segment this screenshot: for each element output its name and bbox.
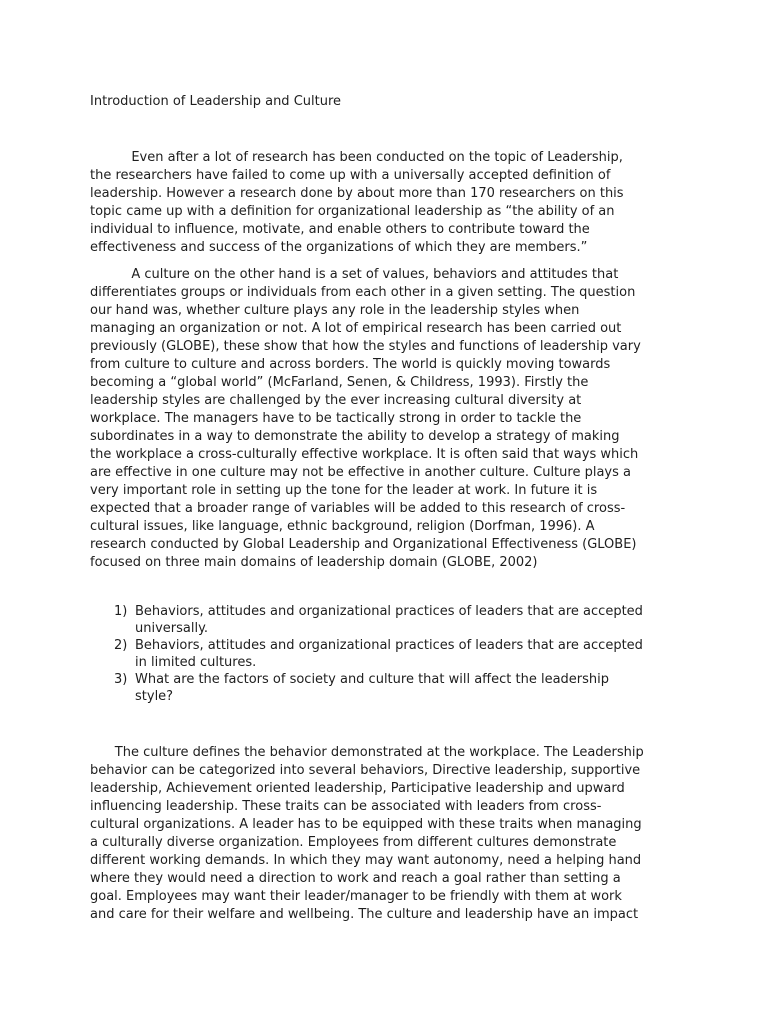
paragraph-line: leadership styles are challenged by the ever increasing cultural diversity at xyxy=(90,393,582,408)
list-item-line: Behaviors, attitudes and organizational practices of leaders that are accepted xyxy=(135,638,643,653)
paragraph-line: previously (GLOBE), these show that how the styles and functions of leadership vary xyxy=(90,339,641,354)
paragraph-line: leadership, Achievement oriented leadership, Participative leadership and upward xyxy=(90,781,625,796)
paragraph-line: and care for their welfare and wellbeing. The culture and leadership have an impact xyxy=(90,907,639,922)
paragraph-line: Even after a lot of research has been conducted on the topic of Leadership, xyxy=(90,150,623,165)
paragraph-line: topic came up with a definition for organizational leadership as “the ability of an xyxy=(90,204,615,219)
paragraph-line: are effective in one culture may not be effective in another culture. Culture plays a xyxy=(90,465,631,480)
list-item-text xyxy=(135,603,690,637)
paragraph-culture xyxy=(90,266,680,572)
paragraph-line: effectiveness and success of the organizations of which they are members.” xyxy=(90,240,588,255)
paragraph-line: leadership. However a research done by about more than 170 researchers on this xyxy=(90,186,624,201)
list-item-text xyxy=(135,671,690,705)
paragraph-line: becoming a “global world” (McFarland, Senen, & Childress, 1993). Firstly the xyxy=(90,375,589,390)
paragraph-line: where they would need a direction to work and reach a goal rather than setting a xyxy=(90,871,621,886)
paragraph-line: workplace. The managers have to be tactically strong in order to tackle the xyxy=(90,411,582,426)
list-item-line: in limited cultures. xyxy=(135,655,257,670)
list-item xyxy=(90,603,690,637)
paragraph-line: influencing leadership. These traits can be associated with leaders from cross- xyxy=(90,799,602,814)
paragraph-line: from culture to culture and across borders. The world is quickly moving towards xyxy=(90,357,611,372)
paragraph-line: the researchers have failed to come up with a universally accepted definition of xyxy=(90,168,611,183)
list-item xyxy=(90,671,690,705)
paragraph-line: expected that a broader range of variables will be added to this research of cross- xyxy=(90,501,626,516)
paragraph-line: A culture on the other hand is a set of values, behaviors and attitudes that xyxy=(90,267,619,282)
paragraph-line: managing an organization or not. A lot of empirical research has been carried out xyxy=(90,321,622,336)
list-item-number: 3) xyxy=(114,672,128,687)
list-item-number: 2) xyxy=(114,638,128,653)
paragraph-line: subordinates in a way to demonstrate the ability to develop a strategy of making xyxy=(90,429,620,444)
paragraph-line: individual to influence, motivate, and enable others to contribute toward the xyxy=(90,222,590,237)
list-item-line: universally. xyxy=(135,621,209,636)
paragraph-line: goal. Employees may want their leader/manager to be friendly with them at work xyxy=(90,889,622,904)
list-item-line: What are the factors of society and culture that will affect the leadership xyxy=(135,672,610,687)
paragraph-line: The culture defines the behavior demonstrated at the workplace. The Leadership xyxy=(90,745,644,760)
paragraph-line: the workplace a cross-culturally effective workplace. It is often said that ways which xyxy=(90,447,639,462)
list-item-number: 1) xyxy=(114,604,128,619)
paragraph-line: cultural organizations. A leader has to be equipped with these traits when managing xyxy=(90,817,642,832)
list-item xyxy=(90,637,690,671)
numbered-list xyxy=(90,603,690,705)
paragraph-line: research conducted by Global Leadership and Organizational Effectiveness (GLOBE) xyxy=(90,537,637,552)
paragraph-line: focused on three main domains of leadership domain (GLOBE, 2002) xyxy=(90,555,538,570)
paragraph-line: different working demands. In which they may want autonomy, need a helping hand xyxy=(90,853,642,868)
paragraph-behavior xyxy=(90,744,680,924)
list-item-line: Behaviors, attitudes and organizational practices of leaders that are accepted xyxy=(135,604,643,619)
paragraph-line: very important role in setting up the tone for the leader at work. In future it is xyxy=(90,483,598,498)
list-item-text xyxy=(135,637,690,671)
paragraph-line: behavior can be categorized into several behaviors, Directive leadership, supportive xyxy=(90,763,641,778)
paragraph-line: a culturally diverse organization. Employees from different cultures demonstrate xyxy=(90,835,617,850)
document-title: Introduction of Leadership and Culture xyxy=(90,94,342,109)
paragraph-leadership-definition xyxy=(90,149,680,257)
paragraph-line: our hand was, whether culture plays any role in the leadership styles when xyxy=(90,303,580,318)
paragraph-line: cultural issues, like language, ethnic background, religion (Dorfman, 1996). A xyxy=(90,519,595,534)
list-item-line: style? xyxy=(135,689,174,704)
paragraph-line: differentiates groups or individuals from each other in a given setting. The question xyxy=(90,285,636,300)
